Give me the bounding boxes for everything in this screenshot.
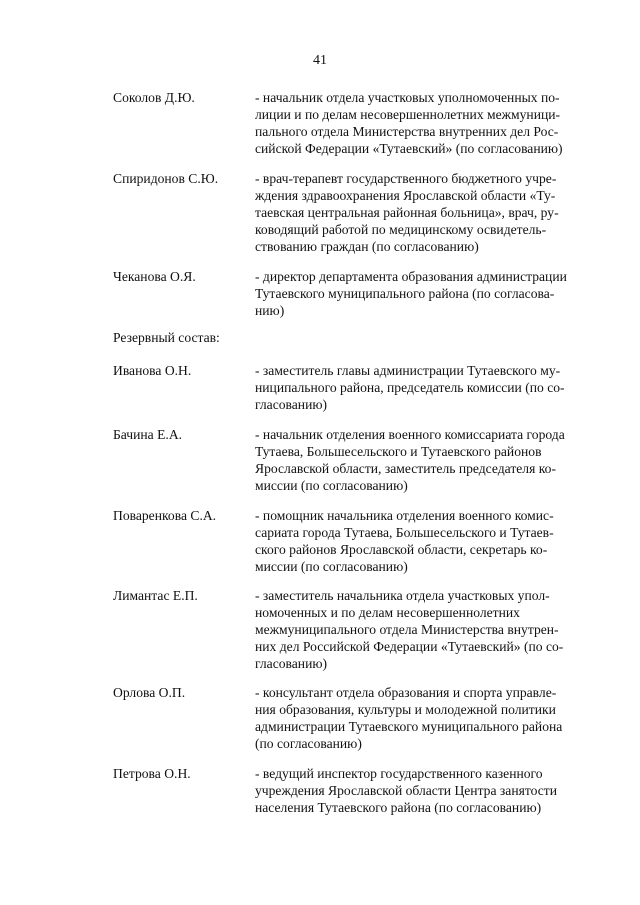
role-line: сийской Федерации «Тутаевский» (по согласованию)	[255, 141, 563, 156]
role-line: населения Тутаевского района (по согласованию)	[255, 800, 542, 815]
role-line: гласованию)	[255, 656, 328, 671]
page-number: 41	[313, 53, 327, 68]
role-line: них дел Российской Федерации «Тутаевский» (по со-	[255, 639, 564, 654]
role-line: нию)	[255, 303, 285, 318]
member-name: Лимантас Е.П.	[113, 588, 198, 603]
role-line: миссии (по согласованию)	[255, 559, 408, 574]
reserve-section-heading: Резервный состав:	[113, 330, 220, 345]
role-line: Ярославской области, заместитель председателя ко-	[255, 461, 556, 476]
role-line: - помощник начальника отделения военного комис-	[255, 508, 554, 523]
role-line: таевская центральная районная больница», врач, ру-	[255, 205, 559, 220]
role-line: ния образования, культуры и молодежной политики	[255, 702, 556, 717]
member-name: Иванова О.Н.	[113, 363, 192, 378]
role-line: - консультант отдела образования и спорта управле-	[255, 685, 557, 700]
role-line: Тутаева, Большесельского и Тутаевского районов	[255, 444, 542, 459]
role-line: - директор департамента образования администрации	[255, 269, 567, 284]
member-name: Петрова О.Н.	[113, 766, 191, 781]
member-role	[255, 587, 588, 672]
member-name: Бачина Е.А.	[113, 427, 183, 442]
role-line: - начальник отдела участковых уполномоченных по-	[255, 90, 560, 105]
role-line: ниципального района, председатель комиссии (по со-	[255, 380, 565, 395]
role-line: - врач-терапевт государственного бюджетного учре-	[255, 171, 557, 186]
role-line: - начальник отделения военного комиссариата города	[255, 427, 565, 442]
role-line: сариата города Тутаева, Большесельского и Тутаев-	[255, 525, 554, 540]
role-line: межмуниципального отдела Министерства внутрен-	[255, 622, 559, 637]
member-role	[255, 765, 588, 816]
role-line: лиции и по делам несовершеннолетних межмуници-	[255, 107, 561, 122]
role-line: пального отдела Министерства внутренних дел Рос-	[255, 124, 559, 139]
member-name: Соколов Д.Ю.	[113, 90, 195, 105]
role-line: гласованию)	[255, 397, 328, 412]
role-line: учреждения Ярославской области Центра занятости	[255, 783, 557, 798]
member-role	[255, 426, 588, 494]
role-line: ствованию граждан (по согласованию)	[255, 239, 479, 254]
role-line: администрации Тутаевского муниципального района	[255, 719, 563, 734]
member-role	[255, 507, 588, 575]
role-line: ководящий работой по медицинскому освидетель-	[255, 222, 547, 237]
role-line: номоченных и по делам несовершеннолетних	[255, 605, 520, 620]
member-role	[255, 362, 588, 413]
member-name: Поваренкова С.А.	[113, 508, 217, 523]
member-name: Чеканова О.Я.	[113, 269, 196, 284]
member-name: Спиридонов С.Ю.	[113, 171, 219, 186]
role-line: (по согласованию)	[255, 736, 362, 751]
member-role	[255, 89, 588, 157]
role-line: - заместитель главы администрации Тутаевского му-	[255, 363, 561, 378]
member-role	[255, 268, 588, 319]
role-line: - заместитель начальника отдела участковых упол-	[255, 588, 550, 603]
role-line: Тутаевского муниципального района (по согласова-	[255, 286, 555, 301]
member-role	[255, 684, 588, 752]
member-role	[255, 170, 588, 255]
role-line: ждения здравоохранения Ярославской области «Ту-	[255, 188, 556, 203]
role-line: - ведущий инспектор государственного казенного	[255, 766, 543, 781]
role-line: миссии (по согласованию)	[255, 478, 408, 493]
role-line: ского районов Ярославской области, секретарь ко-	[255, 542, 548, 557]
member-name: Орлова О.П.	[113, 685, 186, 700]
